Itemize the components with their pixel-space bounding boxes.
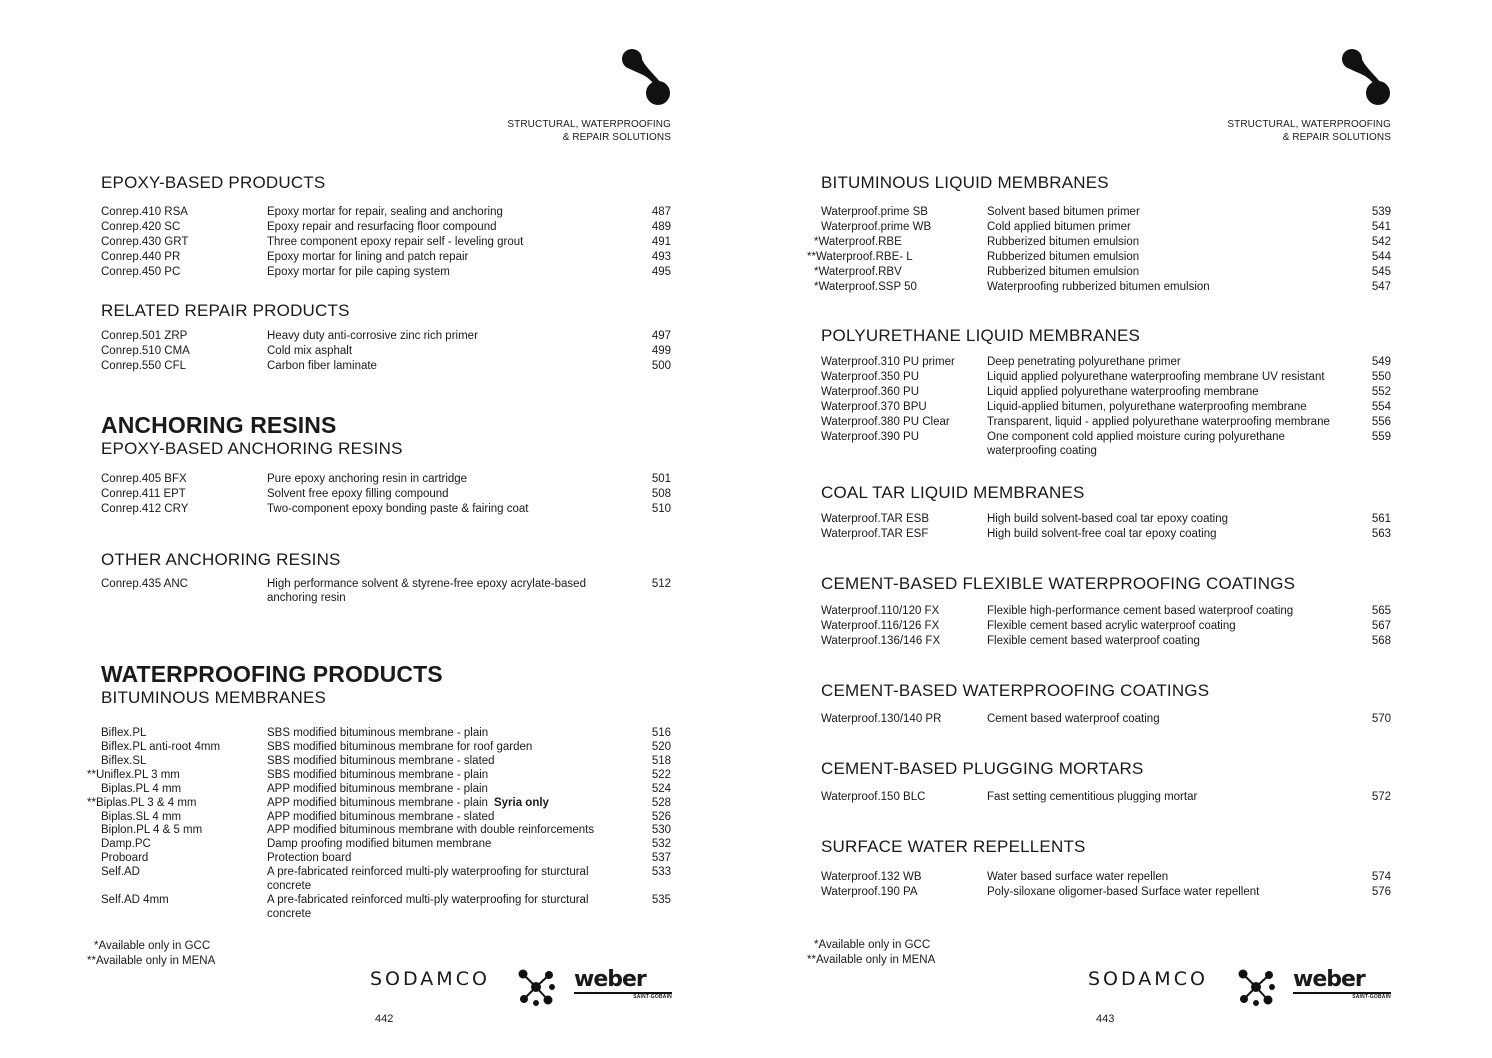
page-reference: 563 bbox=[1371, 528, 1391, 540]
product-description: High performance solvent & styrene-free epoxy acrylate-based anchoring resin bbox=[267, 578, 586, 604]
product-description: Poly-siloxane oligomer-based Surface water repellent bbox=[987, 886, 1260, 898]
page-reference: 550 bbox=[1371, 371, 1391, 383]
page-reference: 556 bbox=[1371, 416, 1391, 428]
table-row bbox=[807, 250, 1391, 264]
product-description: Epoxy mortar for lining and patch repair bbox=[267, 251, 469, 263]
table-row bbox=[101, 344, 671, 358]
table-row bbox=[821, 634, 1391, 648]
product-description: Flexible high-performance cement based waterproof coating bbox=[987, 605, 1294, 617]
product-code: Waterproof.350 PU bbox=[821, 371, 920, 383]
page-reference: 559 bbox=[1371, 431, 1391, 443]
anchoring-title: ANCHORING RESINS bbox=[101, 412, 337, 438]
product-description: APP modified bituminous membrane with double reinforcements bbox=[267, 824, 595, 836]
page-reference: 512 bbox=[651, 578, 671, 590]
page-reference: 574 bbox=[1371, 871, 1391, 883]
page-reference: 491 bbox=[651, 236, 671, 248]
product-code: Waterproof.TAR ESF bbox=[821, 528, 929, 540]
brand-emblem-icon bbox=[1340, 48, 1394, 110]
product-description: Heavy duty anti-corrosive zinc rich primer bbox=[267, 330, 478, 342]
product-description: A pre-fabricated reinforced multi-ply waterproofing for sturctural concrete bbox=[267, 894, 589, 920]
page-reference: 516 bbox=[651, 727, 671, 739]
table-row bbox=[821, 712, 1391, 726]
product-code: Waterproof.380 PU Clear bbox=[821, 416, 950, 428]
table-row bbox=[101, 502, 671, 516]
product-code: Waterproof.136/146 FX bbox=[821, 635, 941, 647]
table-row bbox=[101, 726, 671, 740]
table-row bbox=[87, 796, 671, 810]
product-description: Rubberized bitumen emulsion bbox=[987, 251, 1140, 263]
product-code: Waterproof.prime WB bbox=[821, 221, 932, 233]
table-row bbox=[821, 870, 1391, 884]
product-description: SBS modified bituminous membrane - slated bbox=[267, 755, 495, 767]
product-description: Three component epoxy repair self - leveling grout bbox=[267, 236, 524, 248]
cement-coatings-title: CEMENT-BASED WATERPROOFING COATINGS bbox=[821, 681, 1210, 700]
page-reference: 542 bbox=[1371, 236, 1391, 248]
product-description: Fast setting cementitious plugging mortar bbox=[987, 791, 1198, 803]
table-row bbox=[821, 355, 1391, 369]
sodamco-molecule-icon bbox=[1236, 967, 1276, 1007]
table-row bbox=[101, 893, 671, 920]
page-reference: 501 bbox=[651, 473, 671, 485]
page-reference: 500 bbox=[651, 360, 671, 372]
product-code: *Waterproof.RBE bbox=[814, 236, 902, 248]
product-description: High build solvent-free coal tar epoxy coating bbox=[987, 528, 1217, 540]
product-code: Waterproof.prime SB bbox=[821, 206, 928, 218]
table-row bbox=[821, 205, 1391, 219]
footnote-mena: **Available only in MENA bbox=[87, 955, 216, 967]
product-code: **Uniflex.PL 3 mm bbox=[87, 769, 180, 781]
table-row bbox=[101, 250, 671, 264]
page-reference: 524 bbox=[651, 783, 671, 795]
table-row bbox=[101, 487, 671, 501]
page-number-right: 443 bbox=[1096, 1013, 1115, 1025]
availability-note: Syria only bbox=[493, 797, 549, 809]
sodamco-logo: SODAMCO bbox=[1088, 968, 1208, 990]
table-row bbox=[101, 865, 671, 892]
page-reference: 572 bbox=[1371, 791, 1391, 803]
page-reference: 530 bbox=[651, 824, 671, 836]
product-description: APP modified bituminous membrane - slated bbox=[267, 811, 495, 823]
header-line-2: & REPAIR SOLUTIONS bbox=[562, 132, 671, 143]
waterproofing-subtitle: BITUMINOUS MEMBRANES bbox=[101, 688, 327, 707]
table-row bbox=[101, 205, 671, 219]
page-reference: 547 bbox=[1371, 281, 1391, 293]
plugging-title: CEMENT-BASED PLUGGING MORTARS bbox=[821, 759, 1144, 778]
product-code: Conrep.550 CFL bbox=[101, 360, 187, 372]
table-row bbox=[101, 359, 671, 373]
epoxy-title: EPOXY-BASED PRODUCTS bbox=[101, 173, 326, 192]
table-row bbox=[821, 885, 1391, 899]
table-row bbox=[814, 265, 1391, 279]
table-row bbox=[821, 370, 1391, 384]
coal-tar-title: COAL TAR LIQUID MEMBRANES bbox=[821, 483, 1085, 502]
product-code: Waterproof.190 PA bbox=[821, 886, 918, 898]
page-reference: 541 bbox=[1371, 221, 1391, 233]
product-description: One component cold applied moisture curing polyurethane waterproofing coating bbox=[987, 431, 1285, 457]
page-reference: 568 bbox=[1371, 635, 1391, 647]
product-code: Waterproof.110/120 FX bbox=[821, 605, 940, 617]
footnote-mena: **Available only in MENA bbox=[807, 954, 936, 966]
product-description: Rubberized bitumen emulsion bbox=[987, 236, 1140, 248]
product-code: Biflex.PL anti-root 4mm bbox=[101, 741, 221, 753]
table-row bbox=[821, 790, 1391, 804]
table-row bbox=[101, 235, 671, 249]
product-code: Waterproof.370 BPU bbox=[821, 401, 927, 413]
table-row bbox=[101, 329, 671, 343]
page-reference: 526 bbox=[651, 811, 671, 823]
product-code: Biplon.PL 4 & 5 mm bbox=[101, 824, 203, 836]
product-description: Rubberized bitumen emulsion bbox=[987, 266, 1140, 278]
page-reference: 518 bbox=[651, 755, 671, 767]
table-row bbox=[821, 400, 1391, 414]
weber-logo: weber SAINT-GOBAIN bbox=[1293, 967, 1391, 1000]
table-row bbox=[101, 472, 671, 486]
product-code: Waterproof.132 WB bbox=[821, 871, 922, 883]
product-code: Self.AD bbox=[101, 866, 140, 878]
product-code: **Waterproof.RBE- L bbox=[807, 251, 913, 263]
product-code: Damp.PC bbox=[101, 838, 151, 850]
page-reference: 539 bbox=[1371, 206, 1391, 218]
product-description: SBS modified bituminous membrane for roof garden bbox=[267, 741, 533, 753]
table-row bbox=[821, 430, 1391, 457]
page-reference: 508 bbox=[651, 488, 671, 500]
product-code: Conrep.412 CRY bbox=[101, 503, 189, 515]
product-code: Conrep.411 EPT bbox=[101, 488, 186, 500]
product-description: Water based surface water repellen bbox=[987, 871, 1169, 883]
related-title: RELATED REPAIR PRODUCTS bbox=[101, 301, 350, 320]
product-description: Solvent based bitumen primer bbox=[987, 206, 1140, 218]
page-reference: 510 bbox=[651, 503, 671, 515]
product-code: Waterproof.130/140 PR bbox=[821, 713, 942, 725]
weber-logo: weber SAINT-GOBAIN bbox=[574, 967, 672, 1000]
product-description: A pre-fabricated reinforced multi-ply waterproofing for sturctural concrete bbox=[267, 866, 589, 892]
product-description: Protection board bbox=[267, 852, 352, 864]
product-code: Conrep.410 RSA bbox=[101, 206, 188, 218]
table-row bbox=[821, 385, 1391, 399]
product-code: Waterproof.310 PU primer bbox=[821, 356, 955, 368]
table-row bbox=[821, 619, 1391, 633]
product-description: Solvent free epoxy filling compound bbox=[267, 488, 449, 500]
product-code: Biplas.PL 4 mm bbox=[101, 783, 182, 795]
product-code: Conrep.501 ZRP bbox=[101, 330, 188, 342]
sodamco-logo: SODAMCO bbox=[370, 968, 490, 990]
page-reference: 499 bbox=[651, 345, 671, 357]
product-code: Conrep.450 PC bbox=[101, 266, 181, 278]
product-description: SBS modified bituminous membrane - plain bbox=[267, 727, 489, 739]
product-code: Biflex.SL bbox=[101, 755, 147, 767]
product-description: Cold applied bitumen primer bbox=[987, 221, 1131, 233]
table-row bbox=[821, 604, 1391, 618]
product-code: Waterproof.116/126 FX bbox=[821, 620, 940, 632]
table-row bbox=[101, 823, 671, 837]
page-reference: 545 bbox=[1371, 266, 1391, 278]
product-description: Liquid applied polyurethane waterproofing membrane bbox=[987, 386, 1259, 398]
table-row bbox=[87, 768, 671, 782]
product-code: Waterproof.390 PU bbox=[821, 431, 920, 443]
table-row bbox=[821, 220, 1391, 234]
table-row bbox=[101, 754, 671, 768]
product-description: Carbon fiber laminate bbox=[267, 360, 377, 372]
page-reference: 495 bbox=[651, 266, 671, 278]
table-row bbox=[101, 782, 671, 796]
product-description: Liquid-applied bitumen, polyurethane waterproofing membrane bbox=[987, 401, 1307, 413]
page-reference: 489 bbox=[651, 221, 671, 233]
product-description: Waterproofing rubberized bitumen emulsion bbox=[987, 281, 1210, 293]
product-code: Conrep.405 BFX bbox=[101, 473, 187, 485]
page-reference: 554 bbox=[1371, 401, 1391, 413]
page-reference: 535 bbox=[651, 894, 671, 906]
waterproofing-title: WATERPROOFING PRODUCTS bbox=[101, 661, 443, 687]
header-line-1: STRUCTURAL, WATERPROOFING bbox=[507, 119, 671, 130]
page-reference: 493 bbox=[651, 251, 671, 263]
table-row bbox=[101, 265, 671, 279]
product-description: Epoxy repair and resurfacing floor compound bbox=[267, 221, 497, 233]
page-reference: 533 bbox=[651, 866, 671, 878]
page-reference: 528 bbox=[651, 797, 671, 809]
page-reference: 532 bbox=[651, 838, 671, 850]
page-reference: 497 bbox=[651, 330, 671, 342]
page-number-left: 442 bbox=[375, 1013, 394, 1025]
product-code: **Biplas.PL 3 & 4 mm bbox=[87, 797, 197, 809]
section-header bbox=[1190, 118, 1391, 144]
product-code: Biplas.SL 4 mm bbox=[101, 811, 182, 823]
product-description: Epoxy mortar for pile caping system bbox=[267, 266, 450, 278]
table-row bbox=[101, 220, 671, 234]
product-code: Waterproof.150 BLC bbox=[821, 791, 926, 803]
sodamco-molecule-icon bbox=[516, 967, 556, 1007]
product-description: Cold mix asphalt bbox=[267, 345, 353, 357]
product-code: Conrep.420 SC bbox=[101, 221, 181, 233]
product-code: Conrep.430 GRT bbox=[101, 236, 189, 248]
table-row bbox=[101, 851, 671, 865]
product-code: Conrep.435 ANC bbox=[101, 578, 188, 590]
brand-emblem-icon bbox=[620, 48, 674, 110]
table-row bbox=[101, 837, 671, 851]
footnote-gcc: *Available only in GCC bbox=[814, 939, 931, 951]
product-description: Damp proofing modified bitumen membrane bbox=[267, 838, 492, 850]
table-row bbox=[821, 527, 1391, 541]
header-line-2: & REPAIR SOLUTIONS bbox=[1282, 132, 1391, 143]
section-header bbox=[470, 118, 671, 144]
product-description: Two-component epoxy bonding paste & fairing coat bbox=[267, 503, 529, 515]
header-line-1: STRUCTURAL, WATERPROOFING bbox=[1227, 119, 1391, 130]
footnote-gcc: *Available only in GCC bbox=[94, 940, 211, 952]
page-reference: 487 bbox=[651, 206, 671, 218]
page-reference: 561 bbox=[1371, 513, 1391, 525]
product-description: APP modified bituminous membrane - plain Syria only bbox=[267, 797, 549, 809]
page-reference: 567 bbox=[1371, 620, 1391, 632]
table-row bbox=[101, 810, 671, 824]
product-description: SBS modified bituminous membrane - plain bbox=[267, 769, 489, 781]
repellents-title: SURFACE WATER REPELLENTS bbox=[821, 837, 1086, 856]
product-code: Conrep.510 CMA bbox=[101, 345, 190, 357]
product-description: Flexible cement based waterproof coating bbox=[987, 635, 1200, 647]
page-reference: 549 bbox=[1371, 356, 1391, 368]
product-code: Waterproof.360 PU bbox=[821, 386, 920, 398]
product-code: Self.AD 4mm bbox=[101, 894, 169, 906]
table-row bbox=[814, 280, 1391, 294]
table-row bbox=[101, 577, 671, 604]
page-reference: 520 bbox=[651, 741, 671, 753]
product-description: Liquid applied polyurethane waterproofing membrane UV resistant bbox=[987, 371, 1325, 383]
page-reference: 552 bbox=[1371, 386, 1391, 398]
product-code: *Waterproof.RBV bbox=[814, 266, 902, 278]
page-reference: 570 bbox=[1371, 713, 1391, 725]
cement-flexible-title: CEMENT-BASED FLEXIBLE WATERPROOFING COATINGS bbox=[821, 574, 1296, 593]
product-description: Transparent, liquid - applied polyurethane waterproofing membrane bbox=[987, 416, 1330, 428]
product-description: High build solvent-based coal tar epoxy coating bbox=[987, 513, 1229, 525]
page-reference: 576 bbox=[1371, 886, 1391, 898]
product-code: Conrep.440 PR bbox=[101, 251, 181, 263]
product-code: Biflex.PL bbox=[101, 727, 147, 739]
product-description: Cement based waterproof coating bbox=[987, 713, 1160, 725]
product-code: *Waterproof.SSP 50 bbox=[814, 281, 917, 293]
product-description: Epoxy mortar for repair, sealing and anchoring bbox=[267, 206, 503, 218]
page-reference: 544 bbox=[1371, 251, 1391, 263]
table-row bbox=[821, 512, 1391, 526]
polyurethane-title: POLYURETHANE LIQUID MEMBRANES bbox=[821, 326, 1141, 345]
page-reference: 522 bbox=[651, 769, 671, 781]
bituminous-liquid-title: BITUMINOUS LIQUID MEMBRANES bbox=[821, 173, 1109, 192]
product-description: Flexible cement based acrylic waterproof coating bbox=[987, 620, 1236, 632]
product-description: APP modified bituminous membrane - plain bbox=[267, 783, 488, 795]
other-anchoring-title: OTHER ANCHORING RESINS bbox=[101, 550, 341, 569]
page-reference: 537 bbox=[651, 852, 671, 864]
product-description: Pure epoxy anchoring resin in cartridge bbox=[267, 473, 468, 485]
product-code: Proboard bbox=[101, 852, 149, 864]
table-row bbox=[821, 415, 1391, 429]
table-row bbox=[101, 740, 671, 754]
product-code: Waterproof.TAR ESB bbox=[821, 513, 930, 525]
page-reference: 565 bbox=[1371, 605, 1391, 617]
table-row bbox=[814, 235, 1391, 249]
product-description: Deep penetrating polyurethane primer bbox=[987, 356, 1181, 368]
anchoring-subtitle: EPOXY-BASED ANCHORING RESINS bbox=[101, 439, 403, 458]
